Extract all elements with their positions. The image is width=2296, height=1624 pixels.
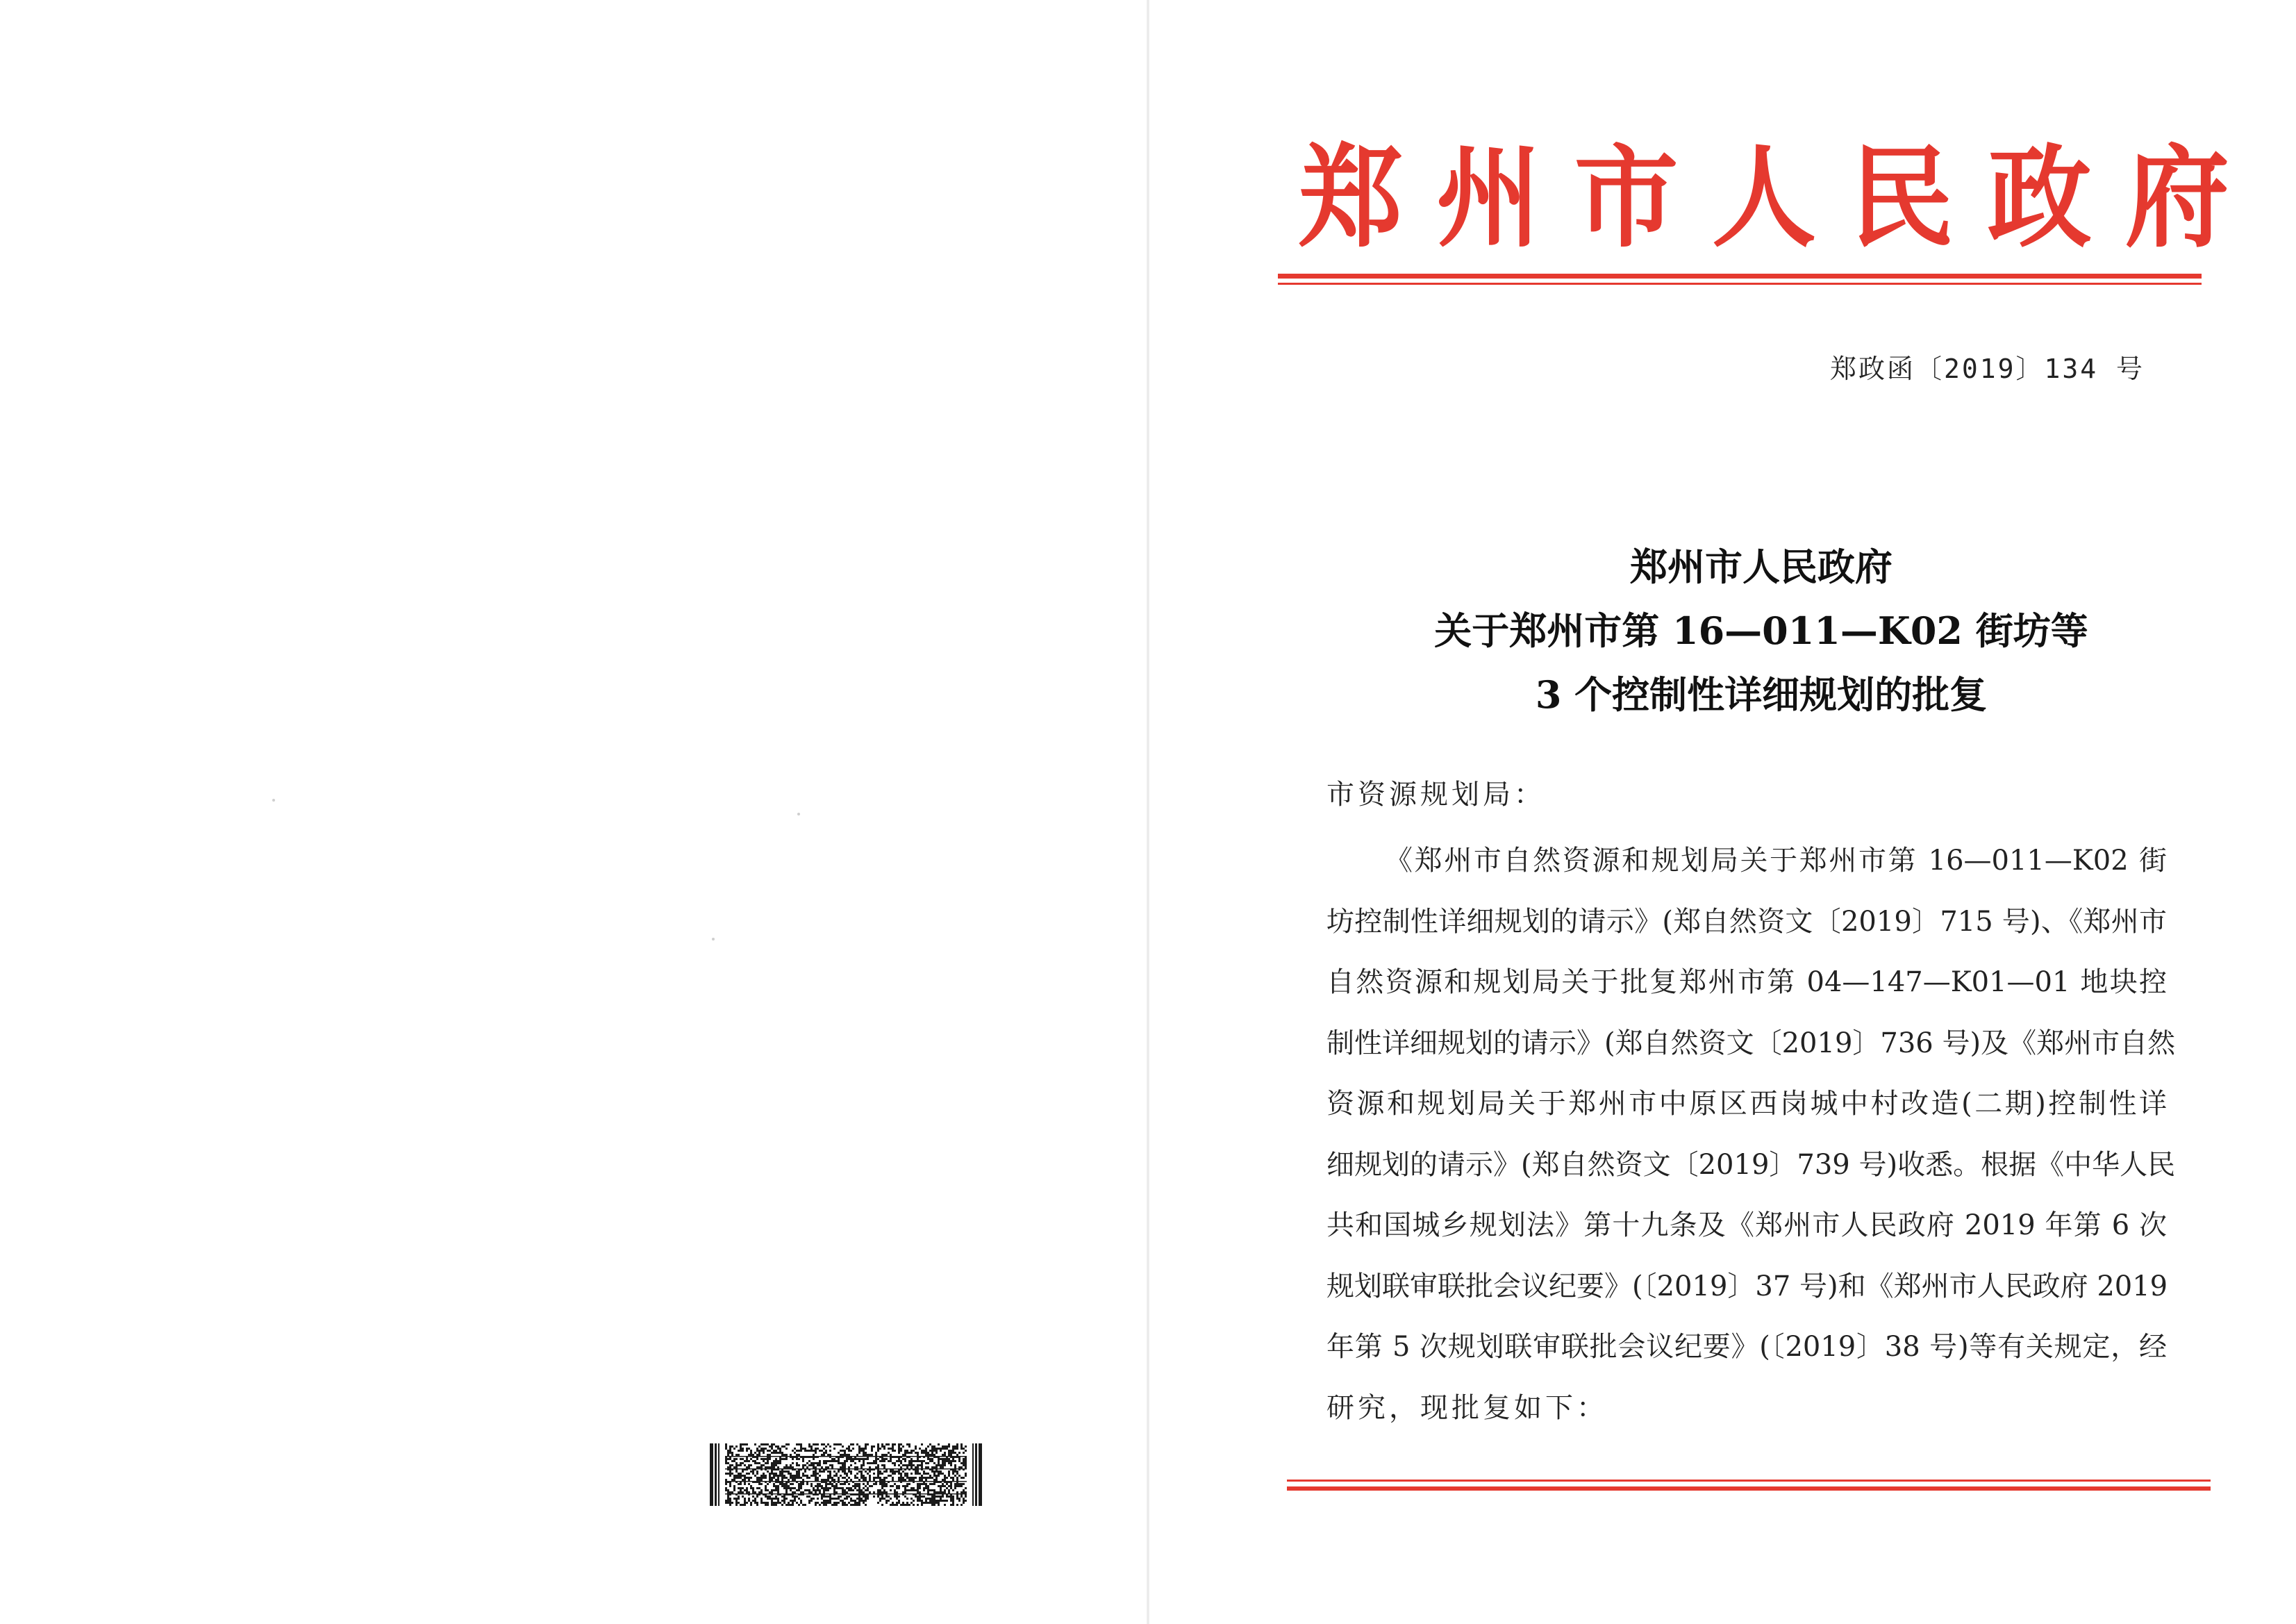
- masthead-char: 市: [1574, 133, 1679, 263]
- body-line: 资源和规划局关于郑州市中原区西岗城中村改造(二期)控制性详: [1326, 1088, 2167, 1120]
- body-line: 自然资源和规划局关于批复郑州市第 04—147—K01—01 地块控: [1326, 966, 2167, 998]
- red-separator-thick: [1287, 1486, 2211, 1491]
- body-line: 坊控制性详细规划的请示》(郑自然资文〔2019〕715 号)、《郑州市: [1326, 905, 2167, 938]
- scan-speck: [272, 799, 275, 802]
- masthead-char: 政: [1987, 133, 2092, 263]
- scan-speck: [797, 813, 800, 815]
- title-line: 关于郑州市第 16—011—K02 街坊等: [1434, 608, 2088, 653]
- red-separator-thin: [1278, 283, 2202, 285]
- document-number: 郑政函〔2019〕134 号: [1829, 354, 2145, 384]
- title-line: 郑州市人民政府: [1630, 545, 1892, 589]
- masthead-char: 人: [1711, 133, 1816, 263]
- body-paragraph: [1326, 831, 2176, 1439]
- document-title: [1289, 535, 2233, 727]
- body-line: 《郑州市自然资源和规划局关于郑州市第 16—011—K02 街: [1385, 845, 2167, 877]
- masthead-char: 府: [2124, 133, 2229, 263]
- body-line: 共和国城乡规划法》第十九条及《郑州市人民政府 2019 年第 6 次: [1326, 1209, 2167, 1241]
- body-line: 年第 5 次规划联审联批会议纪要》(〔2019〕38 号)等有关规定，经: [1326, 1331, 2167, 1363]
- scan-speck: [712, 938, 715, 941]
- title-line: 3 个控制性详细规划的批复: [1535, 672, 1988, 717]
- red-separator-thin: [1287, 1480, 2211, 1482]
- body-line: 制性详细规划的请示》(郑自然资文〔2019〕736 号)及《郑州市自然: [1326, 1027, 2176, 1059]
- barcode-icon: [710, 1443, 982, 1506]
- body-line: 细规划的请示》(郑自然资文〔2019〕739 号)收悉。根据《中华人民: [1326, 1148, 2176, 1181]
- salutation: 市资源规划局：: [1326, 779, 1545, 811]
- left-page: [0, 0, 1146, 1624]
- masthead-title: [1299, 133, 2229, 263]
- red-separator-thick: [1278, 274, 2202, 279]
- body-line: 规划联审联批会议纪要》(〔2019〕37 号)和《郑州市人民政府 2019: [1326, 1270, 2168, 1302]
- body-line: 研究，现批复如下：: [1326, 1391, 1608, 1424]
- masthead-char: 民: [1849, 133, 1954, 263]
- masthead-char: 郑: [1299, 133, 1404, 263]
- masthead-char: 州: [1436, 133, 1541, 263]
- page-fold: [1147, 0, 1149, 1624]
